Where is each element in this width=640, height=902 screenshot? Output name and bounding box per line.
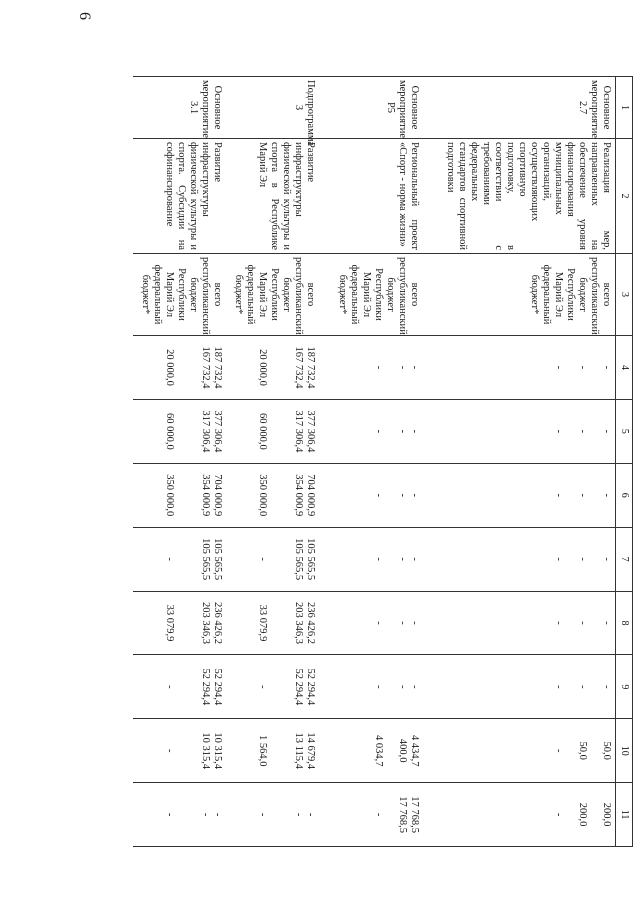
cell-c11: 200,0 200,0 -	[424, 783, 616, 847]
rotated-table-sheet	[108, 76, 633, 846]
header-cell: 11	[616, 783, 633, 847]
header-cell: 6	[616, 463, 633, 527]
cell-c8: - - -	[424, 591, 616, 655]
table-row	[227, 77, 320, 847]
header-cell: 2	[616, 139, 633, 254]
header-cell: 10	[616, 719, 633, 783]
cell-c7: - - -	[320, 527, 424, 591]
header-cell: 4	[616, 336, 633, 400]
row-name: Развитие инфраструктуры физической культуры и спорта в Республике Марий Эл	[227, 139, 320, 254]
row-name: Развитие инфраструктуры физической культуры и спорта. Субсидии на софинансирование	[134, 139, 227, 254]
header-cell: 1	[616, 77, 633, 139]
cell-c8: - - -	[320, 591, 424, 655]
cell-c6: - - -	[320, 463, 424, 527]
header-cell: 3	[616, 254, 633, 336]
cell-c4: - - -	[424, 336, 616, 400]
row-sources: всего республиканский бюджет Республики Марий Эл федеральный бюджет*	[134, 254, 227, 336]
cell-c6: 704 000,9 354 000,9 350 000,0	[134, 463, 227, 527]
header-cell: 5	[616, 399, 633, 463]
cell-c10: 50,0 50,0 -	[424, 719, 616, 783]
cell-c7: 105 565,5 105 565,5 -	[227, 527, 320, 591]
cell-c4: 187 732,4 167 732,4 20 000,0	[227, 336, 320, 400]
cell-c10: 4 434,7 400,0 4 034,7	[320, 719, 424, 783]
row-sources: всего республиканский бюджет Республики Марий Эл федеральный бюджет*	[424, 254, 616, 336]
row-name: Региональный проект «Спорт - норма жизни»	[320, 139, 424, 254]
cell-c8: 236 426,2 203 346,3 33 079,9	[134, 591, 227, 655]
row-kind: Основное мероприятие 3.1	[134, 77, 227, 139]
row-kind: Основное мероприятие Р5	[320, 77, 424, 139]
cell-c11: - - -	[134, 783, 227, 847]
cell-c9: - - -	[320, 655, 424, 719]
page-number: 6	[76, 12, 93, 20]
cell-c5: - - -	[424, 399, 616, 463]
row-kind: Подпрограмма 3	[227, 77, 320, 139]
cell-c11: - - -	[227, 783, 320, 847]
cell-c9: 52 294,4 52 294,4 -	[227, 655, 320, 719]
header-cell: 7	[616, 527, 633, 591]
cell-c4: - - -	[320, 336, 424, 400]
cell-c10: 14 679,4 13 115,4 1 564,0	[227, 719, 320, 783]
cell-c10: 10 315,4 10 315,4 -	[134, 719, 227, 783]
row-sources: всего республиканский бюджет Республики Марий Эл федеральный бюджет*	[320, 254, 424, 336]
cell-c9: 52 294,4 52 294,4 -	[134, 655, 227, 719]
cell-c5: 377 306,4 317 306,4 60 000,0	[227, 399, 320, 463]
row-sources: всего республиканский бюджет Республики Марий Эл федеральный бюджет*	[227, 254, 320, 336]
cell-c4: 187 732,4 167 732,4 20 000,0	[134, 336, 227, 400]
cell-c6: - - -	[424, 463, 616, 527]
cell-c5: - - -	[320, 399, 424, 463]
cell-c11: 17 768,5 17 768,5 -	[320, 783, 424, 847]
table-row	[134, 77, 227, 847]
cell-c6: 704 000,9 354 000,9 350 000,0	[227, 463, 320, 527]
cell-c5: 377 306,4 317 306,4 60 000,0	[134, 399, 227, 463]
cell-c9: - - -	[424, 655, 616, 719]
cell-c7: 105 565,5 105 565,5 -	[134, 527, 227, 591]
table-row	[424, 77, 616, 847]
header-cell: 9	[616, 655, 633, 719]
cell-c7: - - -	[424, 527, 616, 591]
table-row	[320, 77, 424, 847]
row-name: Реализация мер, направленных на обеспечение уровня финансирования муниципальных организаций, осуществляющих спортивную подготовку, в соответствии с требованиями федеральных стандартов спортивной подготовки	[424, 139, 616, 254]
cell-c8: 236 426,2 203 346,3 33 079,9	[227, 591, 320, 655]
budget-table	[134, 76, 634, 847]
header-cell: 8	[616, 591, 633, 655]
row-kind: Основное мероприятие 2.7	[424, 77, 616, 139]
table-header-row	[616, 77, 633, 847]
